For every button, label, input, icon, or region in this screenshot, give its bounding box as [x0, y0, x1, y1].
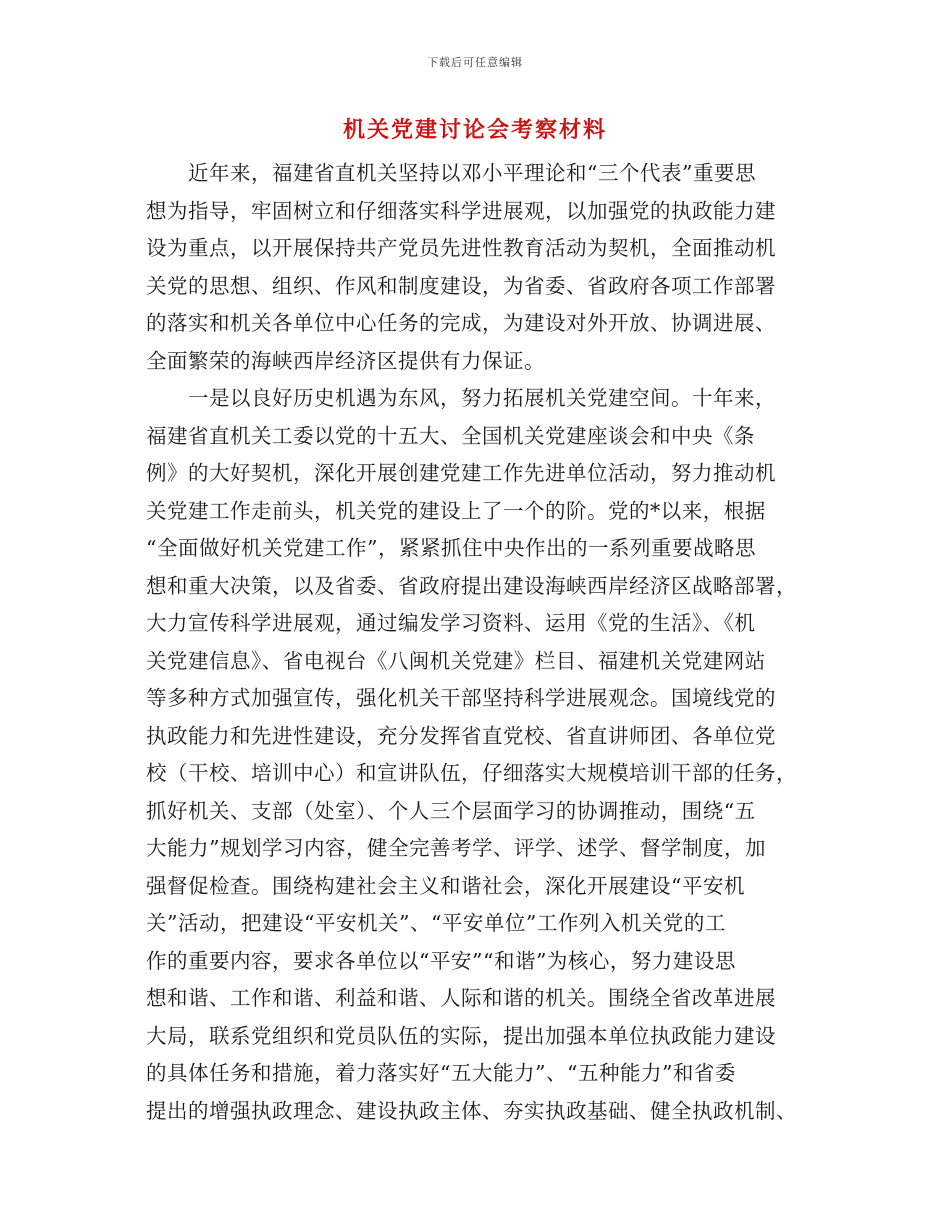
- body-line: 作的重要内容，要求各单位以“平安”“和谐”为核心，努力建设思: [146, 948, 736, 973]
- body-line: 关”活动，把建设“平安机关”、“平安单位”工作列入机关党的工: [146, 911, 726, 935]
- body-line: 大力宣传科学进展观，通过编发学习资料、运用《党的生活》、《机: [146, 611, 756, 635]
- body-line: 近年来，福建省直机关坚持以邓小平理论和“三个代表”重要思: [188, 161, 756, 185]
- body-line: 提出的增强执政理念、建设执政主体、夯实执政基础、健全执政机制、: [146, 1098, 797, 1123]
- body-line: 例》的大好契机，深化开展创建党建工作先进单位活动，努力推动机: [146, 461, 776, 485]
- body-line: 等多种方式加强宣传，强化机关干部坚持科学进展观念。国境线党的: [146, 686, 776, 710]
- body-line: 全面繁荣的海峡西岸经济区提供有力保证。: [146, 348, 545, 373]
- body-line: 想和谐、工作和谐、利益和谐、人际和谐的机关。围绕全省改革进展: [146, 986, 776, 1010]
- document-title: 机关党建讨论会考察材料: [342, 117, 607, 143]
- body-line: 关党建信息》、省电视台《八闽机关党建》栏目、福建机关党建网站: [146, 648, 766, 673]
- body-line: 一是以良好历史机遇为东风，努力拓展机关党建空间。十年来，: [188, 386, 776, 410]
- body-line: 的落实和机关各单位中心任务的完成，为建设对外开放、协调进展、: [146, 311, 776, 335]
- body-line: 关党的思想、组织、作风和制度建设，为省委、省政府各项工作部署: [146, 273, 776, 298]
- header-note: 下载后可任意编辑: [427, 56, 523, 69]
- body-line: 想和重大决策，以及省委、省政府提出建设海峡西岸经济区战略部署，: [146, 573, 797, 598]
- document-body: [146, 155, 802, 1130]
- body-line: 的具体任务和措施，着力落实好“五大能力”、“五种能力”和省委: [146, 1061, 736, 1085]
- body-line: 关党建工作走前头，机关党的建设上了一个的阶。党的*以来，根据: [146, 498, 766, 523]
- body-line: 大能力”规划学习内容，健全完善考学、评学、述学、督学制度，加: [146, 836, 766, 860]
- body-line: 大局，联系党组织和党员队伍的实际，提出加强本单位执政能力建设: [146, 1023, 776, 1048]
- body-line: 校（干校、培训中心）和宣讲队伍，仔细落实大规模培训干部的任务，: [146, 761, 797, 785]
- body-line: 抓好机关、支部（处室）、个人三个层面学习的协调推动，围绕“五: [146, 798, 756, 823]
- body-line: “全面做好机关党建工作”，紧紧抓住中央作出的一系列重要战略思: [146, 536, 756, 560]
- body-line: 执政能力和先进性建设，充分发挥省直党校、省直讲师团、各单位党: [146, 723, 776, 748]
- body-line: 设为重点，以开展保持共产党员先进性教育活动为契机，全面推动机: [146, 236, 776, 260]
- body-line: 强督促检查。围绕构建社会主义和谐社会，深化开展建设“平安机: [146, 873, 745, 898]
- body-line: 福建省直机关工委以党的十五大、全国机关党建座谈会和中央《条: [146, 423, 755, 448]
- body-line: 想为指导，牢固树立和仔细落实科学进展观，以加强党的执政能力建: [146, 198, 776, 223]
